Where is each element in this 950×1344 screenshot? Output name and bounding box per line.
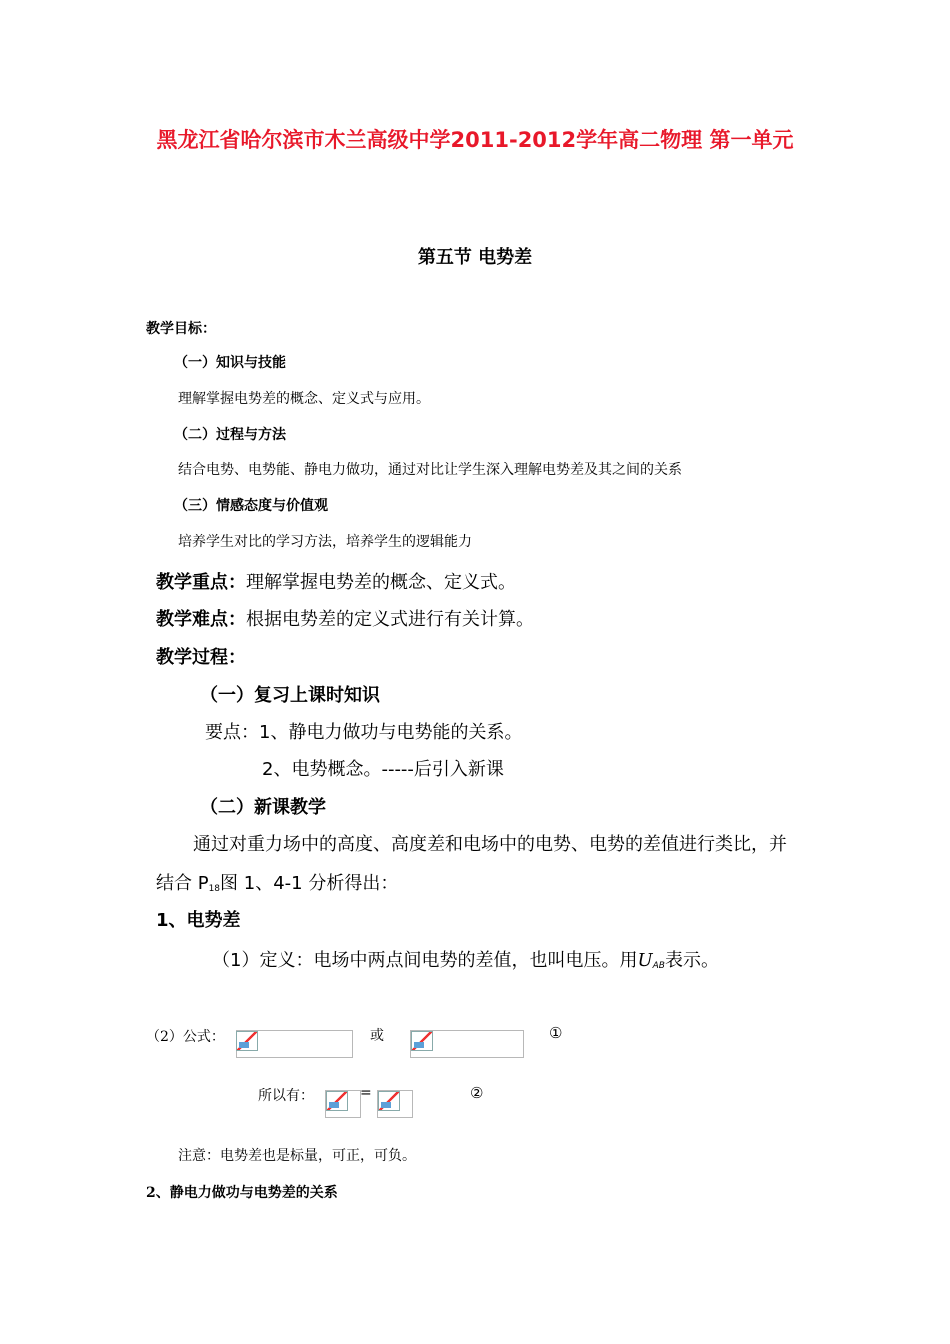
page-subscript: 18: [208, 884, 221, 894]
formula-label: （2）公式：: [146, 1029, 225, 1045]
review-point-2: 2、电势概念。-----后引入新课: [262, 759, 504, 780]
objective-title-1: （一）知识与技能: [174, 355, 286, 371]
objective-title-3: （三）情感态度与价值观: [174, 498, 328, 514]
teaching-focus: [156, 568, 516, 594]
symbol-u: U: [637, 950, 653, 971]
objective-text-3: 培养学生对比的学习方法，培养学生的逻辑能力: [178, 534, 472, 550]
definition-text: （1）定义：电场中两点间电势的差值，也叫电压。用: [212, 950, 638, 971]
definition-line: [212, 946, 719, 972]
broken-image-icon: [236, 1031, 258, 1051]
so-label: 所以有：: [258, 1088, 314, 1104]
broken-image-icon: [326, 1091, 348, 1111]
symbol-ab: AB: [652, 961, 665, 971]
new-lesson-paragraph-line2: [156, 869, 398, 895]
objectives-heading: 教学目标：: [146, 321, 216, 337]
focus-label: 教学重点：: [156, 572, 246, 593]
objective-text-2: 结合电势、电势能、静电力做功，通过对比让学生深入理解电势差及其之间的关系: [178, 462, 682, 478]
note-text: 注意：电势差也是标量，可正，可负。: [178, 1148, 416, 1164]
equals-sign: =: [360, 1085, 372, 1101]
teaching-difficulty: [156, 605, 534, 631]
section-title: 第五节 电势差: [417, 247, 533, 268]
broken-image-icon: [411, 1031, 433, 1051]
focus-text: 理解掌握电势差的概念、定义式。: [246, 572, 516, 593]
review-heading: （一）复习上课时知识: [200, 685, 380, 706]
marker-2: ②: [470, 1084, 484, 1102]
new-lesson-heading: （二）新课教学: [200, 797, 326, 818]
review-point-1: 要点：1、静电力做功与电势能的关系。: [205, 722, 523, 743]
broken-image-icon: [378, 1091, 400, 1111]
marker-1: ①: [549, 1024, 563, 1042]
objective-title-2: （二）过程与方法: [174, 427, 286, 443]
difficulty-text: 根据电势差的定义式进行有关计算。: [246, 609, 534, 630]
section2-heading: 2、静电力做功与电势差的关系: [146, 1185, 338, 1201]
potential-difference-heading: 1、电势差: [156, 910, 241, 931]
para-line2-end: 图 1、4-1 分析得出：: [220, 873, 399, 894]
new-lesson-paragraph-line1: 通过对重力场中的高度、高度差和电场中的电势、电势的差值进行类比，并: [193, 834, 787, 855]
para-line2-start: 结合 P: [156, 873, 209, 894]
objective-text-1: 理解掌握电势差的概念、定义式与应用。: [178, 391, 430, 407]
definition-end: 表示。: [664, 950, 719, 971]
document-title: 黑龙江省哈尔滨市木兰高级中学2011-2012学年高二物理 第一单元: [156, 128, 794, 152]
process-label: 教学过程：: [156, 647, 246, 668]
or-text: 或: [370, 1028, 384, 1044]
difficulty-label: 教学难点：: [156, 609, 246, 630]
